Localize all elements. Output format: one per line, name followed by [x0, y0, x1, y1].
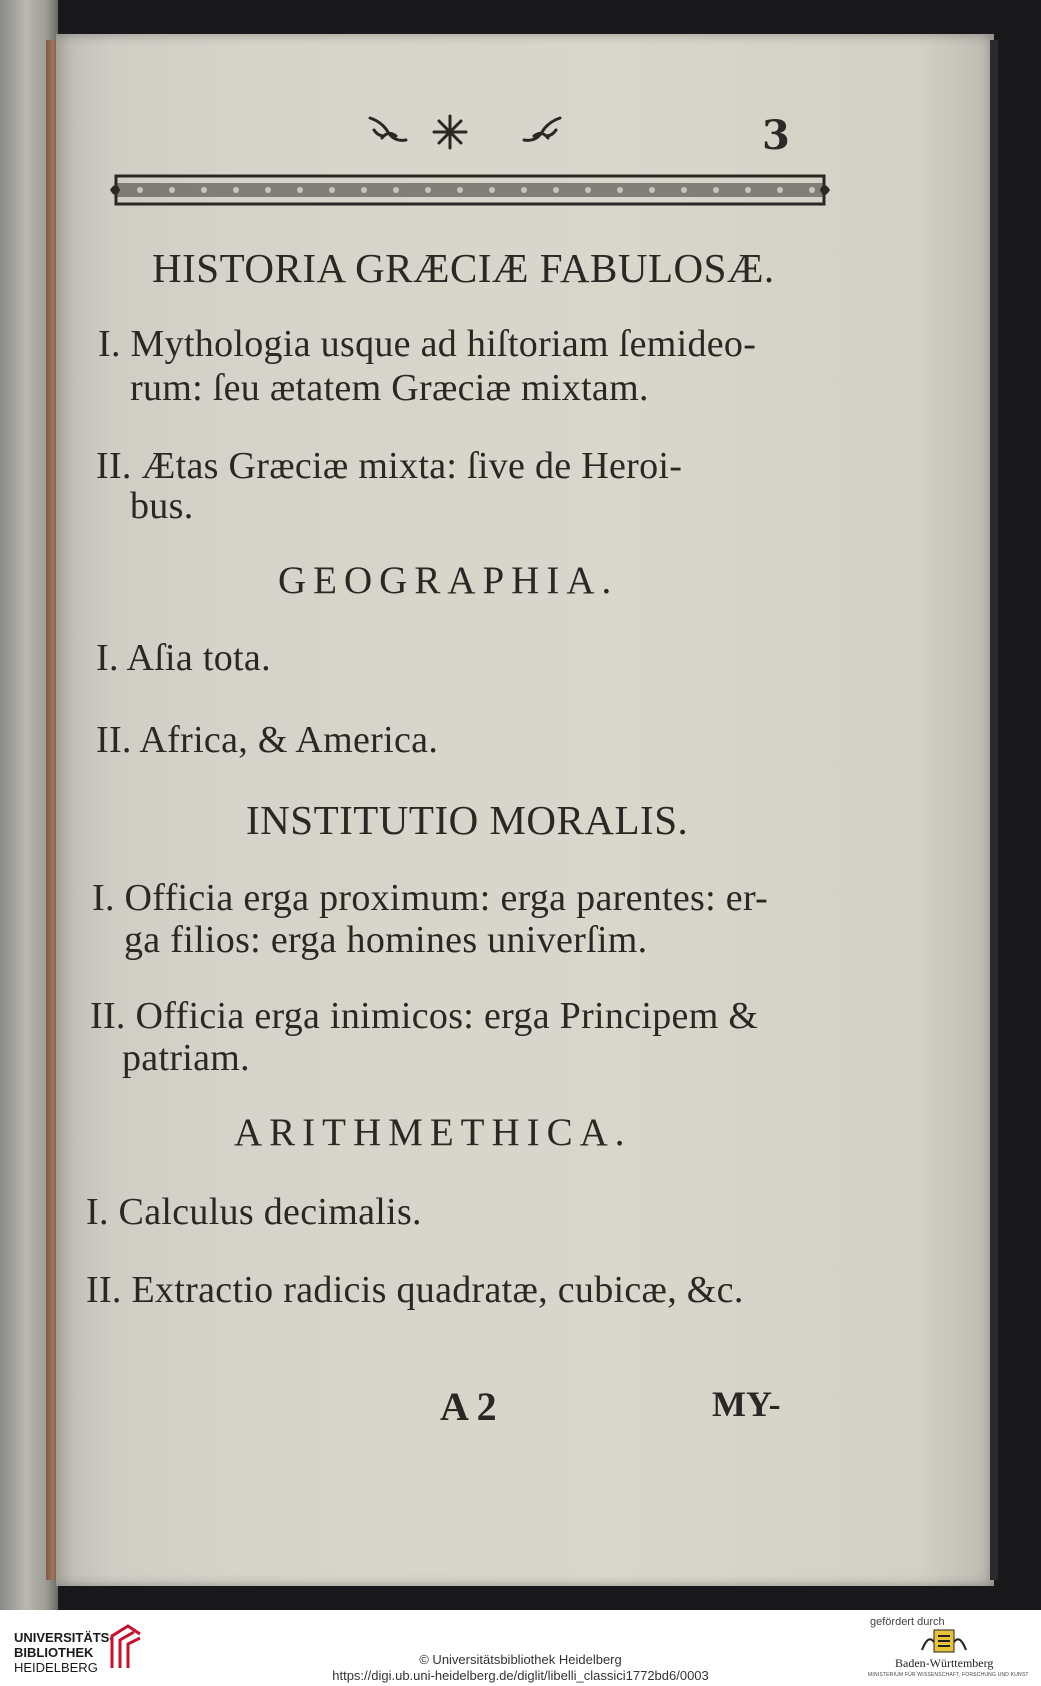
catchword: MY- — [712, 1384, 781, 1424]
page-number: 3 — [762, 112, 790, 159]
headpiece-ornament-icon — [360, 108, 570, 156]
library-name-line3: HEIDELBERG — [14, 1660, 98, 1675]
list-item-line: I. Aſia tota. — [96, 637, 271, 679]
section-heading-geographia: GEOGRAPHIA. — [278, 559, 619, 602]
list-item-line: rum: ſeu ætatem Græciæ mixtam. — [130, 367, 649, 409]
ministry-name: MINISTERIUM FÜR WISSENSCHAFT, FORSCHUNG UND KUNST — [868, 1672, 1029, 1678]
section-heading-institutio: INSTITUTIO MORALIS. — [246, 797, 689, 843]
baden-wuerttemberg-crest-icon — [920, 1628, 968, 1654]
list-item-line: I. Calculus decimalis. — [86, 1191, 422, 1233]
list-item-line: II. Officia erga inimicos: erga Principem & — [90, 995, 759, 1037]
list-item-line: I. Mythologia usque ad hiſtoriam ſemideo- — [98, 323, 757, 365]
funded-by-label: gefördert durch — [870, 1616, 945, 1628]
decorative-border-band — [110, 170, 830, 210]
library-name-line2: BIBLIOTHEK — [14, 1645, 94, 1660]
list-item-line: bus. — [130, 485, 194, 527]
signature-mark: A 2 — [440, 1384, 497, 1429]
section-heading-historia: HISTORIA GRÆCIÆ FABULOSÆ. — [152, 245, 775, 291]
section-heading-arithmethica: ARITHMETHICA. — [234, 1111, 632, 1154]
funder-name: Baden-Württemberg — [895, 1656, 994, 1670]
list-item-line: I. Officia erga proximum: erga parentes: er- — [92, 877, 769, 919]
list-item-line: patriam. — [122, 1037, 250, 1079]
permalink-url[interactable]: https://digi.ub.uni-heidelberg.de/diglit/libelli_classici1772bd6/0003 — [332, 1668, 709, 1683]
list-item-line: ga filios: erga homines univerſim. — [124, 919, 648, 961]
list-item-line: II. Africa, & America. — [96, 719, 439, 761]
library-name-line1: UNIVERSITÄTS- — [14, 1630, 114, 1645]
copyright-text: © Universitätsbibliothek Heidelberg — [419, 1652, 622, 1667]
list-item-line: II. Ætas Græciæ mixta: ſive de Heroi- — [96, 445, 683, 487]
page-right-edge — [990, 40, 998, 1580]
list-item-line: II. Extractio radicis quadratæ, cubicæ, &c. — [86, 1269, 744, 1311]
